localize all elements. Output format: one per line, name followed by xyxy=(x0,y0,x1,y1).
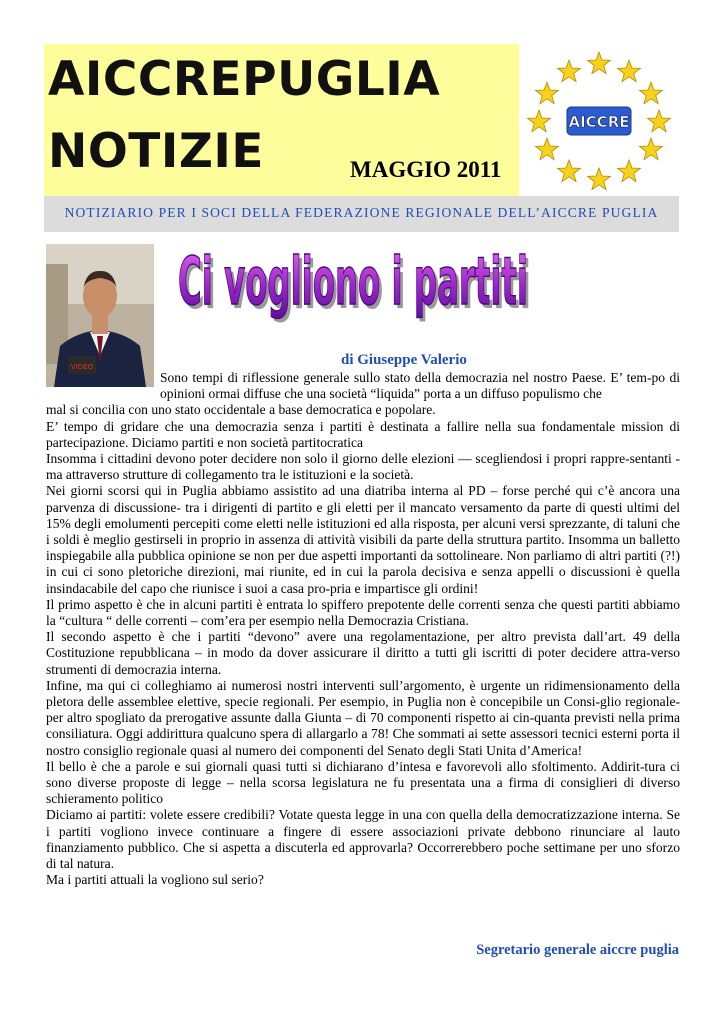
headline-shadow: Ci vogliono i partiti xyxy=(181,246,531,325)
aiccre-star-circle-icon xyxy=(519,44,679,196)
signature: Segretario generale aiccre puglia xyxy=(476,942,679,958)
masthead xyxy=(44,44,519,196)
article-body xyxy=(46,370,680,889)
paragraph-9: Il bello è che a parole e sui giornali quasi tutti si dichiarano d’intesa e favorevoli allo sfoltimento. Addirit-tura ci sono diverse proposte di legge – nella scorsa legislatura ne fu presentata una a firma di consiglieri di diverso schieramento politico xyxy=(46,758,680,807)
paragraph-7: Il secondo aspetto è che i partiti “devono” avere una regolamentazione, per altro prevista dall’art. 49 della Costituzione repubblicana – in modo da dover assicurare il diritto a tutti gli iscritti di poter decidere attra-verso strumenti di democrazia interna. xyxy=(46,629,680,677)
paragraph-11: Ma i partiti attuali la vogliono sul serio? xyxy=(46,872,264,888)
aiccre-logo xyxy=(519,44,679,196)
paragraph-5: Nei giorni scorsi qui in Puglia abbiamo assistito ad una diatriba interna al PD – forse perché qui c’è ancora una parvenza di discussione- tra i dirigenti di partito e gli eletti per il mancato versamento da parte di questi ultimi del 15% degli emolumenti percepiti come eletti nelle istituzioni ed alla risposta, per alcuni versi sprezzante, di taluni che i soldi è meglio gestirseli in proprio in assenza di attività visibili da parte della struttura partito. Insomma un balletto inspiegabile alla pubblica opinione se non per due aspetti importanti da sottolineare. Non parliamo di altri partiti (?!) in cui ci sono pletoriche direzioni, mai riunite, ed in cui la parola decisiva e senza appelli o discussioni è quella insindacabile del capo che riunisce i suoi a casa pro-pria e impartisce gli ordini! xyxy=(46,483,680,596)
paragraph-6: Il primo aspetto è che in alcuni partiti è entrata lo spiffero prepotente delle correnti senza che questi partiti abbiamo la “cultura “ delle correnti – com’era per esempio nella Democrazia Cristiana. xyxy=(46,596,680,629)
paragraph-10: Diciamo ai partiti: volete essere credibili? Votate questa legge in una con quella della democratizzazione interna. Se i partiti vogliono invece continuare a fingere di essere associazioni private debbono rinunciare al lauto finanziamento pubblico. Che si aspetta a discuterla ed approvarla? Occorrerebbero poche settimane per uno sforzo di tal natura. xyxy=(46,807,680,872)
masthead-title-line1: AICCREPUGLIA xyxy=(48,52,441,107)
paragraph-1: Sono tempi di riflessione generale sullo stato della democrazia nel nostro Paese. E’ tem-po di opinioni ormai diffuse che una società “liquida” porta a un diffuso populismo che xyxy=(160,370,680,402)
paragraph-3: E’ tempo di gridare che una democrazia senza i partiti è destinata a fallire nella sua fondamentale mission di partecipazione. Diciamo partiti e non società partitocratica xyxy=(46,418,680,450)
issue-date: MAGGIO 2011 xyxy=(350,157,502,182)
photo-badge-text: VIDEO xyxy=(70,363,94,371)
headline xyxy=(170,232,540,328)
masthead-title-line2: NOTIZIE xyxy=(48,124,265,179)
author-photo xyxy=(46,244,154,387)
byline: di Giuseppe Valerio xyxy=(341,352,467,368)
logo-text: AICCRE xyxy=(568,113,630,131)
paragraph-8: Infine, ma qui ci colleghiamo ai numerosi nostri interventi sull’argomento, è urgente un ridimensionamento della pletora delle assemblee elettive, specie regionali. Per esempio, in Puglia non è concepibile un Consi-glio regionale- per altro spogliato da prerogative assunte dalla Giunta – di 70 componenti rispetto ai cin-quanta previsti nella prima consiliatura. Oggi addirittura qualcuno spera di allargarlo a 78! Che sommati ai sette assessori tecnici esterni porta il nostro consiglio regionale quasi al numero dei componenti del Senato degli Stati Unita d’America! xyxy=(46,677,680,758)
paragraph-4: Insomma i cittadini devono poter decidere non solo il giorno delle elezioni — scegliendosi i propri rappre-sentanti - ma attraverso strutture di collegamento tra le istituzioni e la società. xyxy=(46,451,680,483)
subtitle-text: NOTIZIARIO PER I SOCI DELLA FEDERAZIONE REGIONALE DELL’AICCRE PUGLIA xyxy=(64,205,659,220)
subtitle-bar xyxy=(44,196,679,232)
paragraph-2: mal si concilia con uno stato occidentale a base democratica e popolare. xyxy=(46,402,436,418)
headline-text: Ci vogliono i partiti xyxy=(178,242,528,321)
